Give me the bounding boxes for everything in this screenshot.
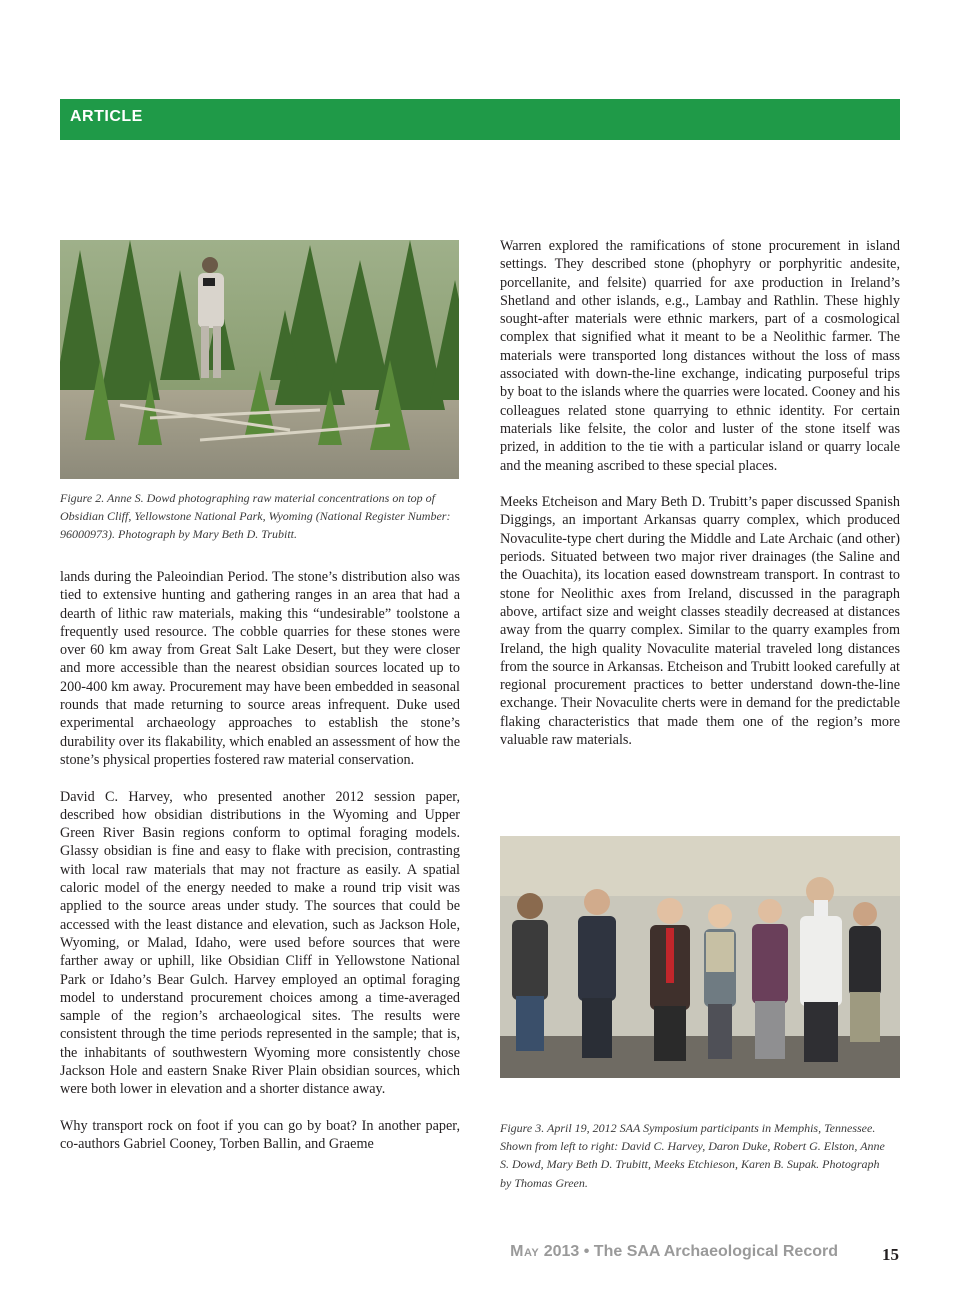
figure-2-caption: Figure 2. Anne S. Dowd photographing raw material concentrations on top of Obsidian Cliff, Yellowstone National Park, Wyoming (National Register Number: 96000973). Photograph by Mary Beth D. Trubitt. [60, 491, 451, 542]
left-paragraph-3: Why transport rock on foot if you can go by boat? In another paper, co-authors Gabriel Cooney, Torben Ballin, and Graeme [60, 1117, 460, 1153]
figure-3-caption: Figure 3. April 19, 2012 SAA Symposium participants in Memphis, Tennessee. Shown from left to right: David C. Harvey, Daron Duke, Robert G. Elston, Anne S. Dowd, Mary Beth D. Trubitt, Meeks Etchieson, Karen B. Supak. Photograph by Thomas Green. [500, 1121, 885, 1190]
page-number: 15 [882, 1245, 899, 1264]
left-column [60, 568, 460, 1154]
section-label: ARTICLE [70, 108, 143, 125]
left-paragraph-2: David C. Harvey, who presented another 2012 session paper, described how obsidian distributions in the Wyoming and Upper Green River Basin regions conform to optimal foraging models. Glassy obsidian is fine and easy to flake with precision, contrasting with local raw materials that may not fracture as easily. A spatial caloric model of the energy needed to make a round trip visit was applied to the source areas under study. The sources that could be accessed with the least distance and elevation, such as Jackson Hole, Wyoming, or Malad, Idaho, were used before sources that were farther away or uphill, like Obsidian Cliff in Yellowstone National Park or Idaho’s Bear Gulch. Harvey employed an optimal foraging model to understand procurement choices among a time-averaged sample of the region’s archaeological sites. The results were consistent through the time periods represented in the sample; that is, the inhabitants of southwestern Wyoming more consistently chose Jackson Hole and eastern Snake River Plain obsidian sources, which were both lower in elevation and a shorter distance away. [60, 788, 460, 1098]
figure-2-photo [60, 240, 459, 479]
group-photo-illustration [500, 836, 900, 1078]
footer-month: May [510, 1243, 540, 1260]
forest-photo-illustration [60, 240, 459, 479]
right-paragraph-2: Meeks Etcheison and Mary Beth D. Trubitt’s paper discussed Spanish Diggings, an important Arkansas quarry complex, which produced Novaculite-type chert during the Middle and Late Archaic (and other) periods. Situated between two major river drainages (the Saline and the Ouachita), its location eased downstream transport. In contrast to stone for Neolithic axes from Ireland, discussed in the paragraph above, artifact size and weight classes steadily decreased at distances away from the quarry complex. Similar to the quarry examples from Ireland, the high quality Novaculite material traveled long distances from the source in Arkansas. Etcheison and Trubitt looked carefully at regional procurement practices to better understand down-the-line exchange. Their Novaculite cherts were in demand for the predictable flaking characteristics that made them one of the region’s more valuable raw materials. [500, 494, 900, 749]
right-column [500, 237, 900, 749]
footer-publication-rest: 2013 • The SAA Archaeological Record [539, 1243, 838, 1260]
footer-publication [510, 1243, 838, 1261]
left-paragraph-1: lands during the Paleoindian Period. The stone’s distribution also was tied to extensive hunting and gathering ranges in an area that had a dearth of lithic raw materials, making this “undesirable” toolstone a frequently used resource. The cobble quarries for these stones were over 60 km away from Great Salt Lake Desert, but they were closer and more accessible than the nearest obsidian sources located up to 200-400 km away. Procurement may have been embedded in seasonal rounds that made returning to source areas infrequent. Duke used experimental archaeology approaches to establish the stone’s durability over its flakability, which enabled an assessment of how the stone’s physical properties fostered raw material conservation. [60, 569, 460, 768]
section-banner [60, 99, 900, 140]
figure-3-photo [500, 836, 900, 1078]
right-paragraph-1: Warren explored the ramifications of stone procurement in island settings. They described stone (phophyry or porphyritic andesite, porcellanite, and felsite) quarried for axe production in Ireland’s Shetland and other islands, e.g., Lambay and Rathlin. These highly sought-after materials were ethnic markers, part of a cosmological complex that signified what it meant to be a Neolithic farmer. The materials were transported long distances without the loss of mass associated with down-the-line exchange, indicating purposeful trips by boat to the islands where the quarries were located. Cooney and his colleagues related stone quarrying to ethnic identity. For certain materials like felsite, the color and luster of the stone itself was prized, in addition to the tie with a particular island or quarry locale and the meaning ascribed to these special places. [500, 238, 900, 474]
